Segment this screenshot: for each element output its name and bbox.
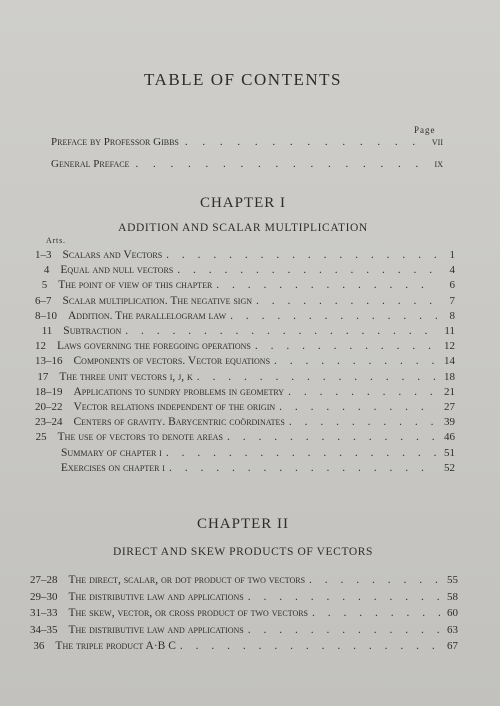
toc-entry[interactable] xyxy=(30,591,458,607)
article-number: 6–7 xyxy=(35,294,52,307)
article-number: 5 xyxy=(41,279,48,292)
article-number: 36 xyxy=(33,640,45,652)
toc-entry-page: 27 xyxy=(444,401,455,413)
article-number: 31–33 xyxy=(30,607,58,619)
article-number: 17 xyxy=(37,370,49,383)
page-title: TABLE OF CONTENTS xyxy=(144,70,342,89)
article-number: 29–30 xyxy=(30,590,58,603)
toc-entry[interactable] xyxy=(35,264,455,280)
toc-entry-text: The three unit vectors i, j, k xyxy=(59,370,193,383)
article-number: 20–22 xyxy=(35,401,63,413)
toc-entry-text: The distributive law and applications xyxy=(68,623,244,636)
leader-dots xyxy=(312,607,440,619)
article-number: 4 xyxy=(43,264,50,277)
leader-dots xyxy=(274,355,437,367)
leader-dots xyxy=(288,386,437,398)
toc-entry-text: Laws governing the foregoing operations xyxy=(57,340,251,353)
leader-dots xyxy=(216,279,437,291)
leader-dots xyxy=(169,462,437,474)
toc-entry[interactable] xyxy=(35,355,455,371)
toc-entry-general-preface[interactable] xyxy=(51,158,443,174)
leader-dots xyxy=(180,640,440,652)
toc-entry-page: ix xyxy=(434,158,443,170)
toc-entry[interactable] xyxy=(35,447,455,463)
toc-entry[interactable] xyxy=(30,640,458,656)
toc-entry-text: The direct, scalar, or dot product of two vectors xyxy=(68,574,306,586)
leader-dots xyxy=(125,325,437,337)
articles-label: Arts. xyxy=(46,236,66,245)
toc-entry[interactable] xyxy=(35,295,455,311)
chapter-1-subtitle: ADDITION AND SCALAR MULTIPLICATION xyxy=(118,222,368,234)
leader-dots xyxy=(248,591,440,603)
leader-dots xyxy=(135,158,428,170)
toc-entry-page: 55 xyxy=(447,574,458,586)
toc-entry-page: 51 xyxy=(444,446,455,459)
toc-entry-page: 4 xyxy=(449,264,455,277)
toc-entry-text: Preface by Professor Gibbs xyxy=(51,136,179,148)
toc-entry-text: Components of vectors. Vector equations xyxy=(73,355,271,368)
toc-entry-page: 67 xyxy=(447,640,458,652)
toc-entry-text: General Preface xyxy=(51,158,130,170)
leader-dots xyxy=(197,371,437,383)
leader-dots xyxy=(177,264,437,276)
toc-entry-text: Scalars and Vectors xyxy=(62,249,163,261)
toc-entry[interactable] xyxy=(35,401,455,417)
article-number: 23–24 xyxy=(35,416,63,429)
leader-dots xyxy=(227,431,437,443)
article-number: 27–28 xyxy=(30,574,58,586)
toc-entry-page: 39 xyxy=(444,416,455,429)
leader-dots xyxy=(166,447,437,459)
toc-entry-text: Addition. The parallelogram law xyxy=(68,309,227,322)
toc-entry-page: 1 xyxy=(449,249,455,261)
toc-entry-text: Centers of gravity. Barycentric coördinates xyxy=(73,416,285,429)
article-number: 34–35 xyxy=(30,623,58,636)
leader-dots xyxy=(230,310,437,322)
toc-entry[interactable] xyxy=(35,462,455,478)
leader-dots xyxy=(256,295,437,307)
toc-entry[interactable] xyxy=(35,249,455,265)
toc-entry[interactable] xyxy=(30,607,458,623)
toc-entry-page: 14 xyxy=(444,355,455,368)
toc-entry-page: 63 xyxy=(447,623,458,636)
toc-entry-text: Subtraction xyxy=(63,325,122,337)
toc-entry-text: Equal and null vectors xyxy=(60,264,174,277)
toc-entry[interactable] xyxy=(35,416,455,432)
toc-entry-page: 52 xyxy=(444,461,455,474)
toc-entry-page: 12 xyxy=(444,340,455,353)
article-number: 25 xyxy=(35,431,47,444)
article-number: 8–10 xyxy=(35,309,57,322)
toc-entry-text: Vector relations independent of the origin xyxy=(73,401,276,413)
toc-entry-preface-gibbs[interactable] xyxy=(51,136,443,152)
leader-dots xyxy=(166,249,437,261)
toc-entry[interactable] xyxy=(35,431,455,447)
leader-dots xyxy=(255,340,437,352)
toc-entry-text: Scalar multiplication. The negative sign xyxy=(62,294,253,307)
toc-entry-text: The use of vectors to denote areas xyxy=(57,431,223,444)
article-number: 11 xyxy=(41,325,53,337)
leader-dots xyxy=(309,574,440,586)
toc-entry-page: 11 xyxy=(444,325,455,337)
toc-entry-page: 60 xyxy=(447,607,458,619)
toc-entry-text: Applications to sundry problems in geometry xyxy=(73,385,285,398)
leader-dots xyxy=(248,624,440,636)
leader-dots xyxy=(289,416,437,428)
chapter-2-heading: CHAPTER II xyxy=(196,516,290,532)
page-column-label: Page xyxy=(414,125,436,135)
chapter-1-heading: CHAPTER I xyxy=(199,195,287,211)
toc-entry[interactable] xyxy=(35,340,455,356)
toc-entry-page: 8 xyxy=(449,309,455,322)
leader-dots xyxy=(185,136,426,148)
toc-entry-text: The triple product A·B C xyxy=(55,640,176,652)
toc-entry-page: 21 xyxy=(444,385,455,398)
toc-entry-text: Exercises on chapter i xyxy=(60,461,165,474)
toc-entry[interactable] xyxy=(35,386,455,402)
toc-entry-text: Summary of chapter i xyxy=(61,446,162,459)
article-number: 18–19 xyxy=(35,385,63,398)
toc-entry-page: 18 xyxy=(444,370,455,383)
toc-entry-text: The point of view of this chapter xyxy=(58,279,213,292)
article-number: 1–3 xyxy=(35,249,52,261)
toc-entry-page: 6 xyxy=(449,279,455,292)
toc-entry[interactable] xyxy=(35,371,455,387)
toc-entry-page: 7 xyxy=(449,294,455,307)
chapter-2-subtitle: DIRECT AND SKEW PRODUCTS OF VECTORS xyxy=(112,546,374,558)
toc-entry[interactable] xyxy=(30,574,458,590)
article-number: 13–16 xyxy=(35,355,63,368)
toc-entry[interactable] xyxy=(30,624,458,640)
toc-entry[interactable] xyxy=(35,310,455,326)
toc-entry[interactable] xyxy=(35,279,455,295)
toc-entry-page: 58 xyxy=(447,590,458,603)
toc-entry-page: 46 xyxy=(444,431,455,444)
toc-entry-page: vii xyxy=(431,136,443,148)
toc-entry-text: The distributive law and applications xyxy=(68,590,244,603)
leader-dots xyxy=(279,401,437,413)
article-number: 12 xyxy=(35,340,46,353)
toc-entry-text: The skew, vector, or cross product of two vectors xyxy=(68,607,309,619)
toc-entry[interactable] xyxy=(35,325,455,341)
